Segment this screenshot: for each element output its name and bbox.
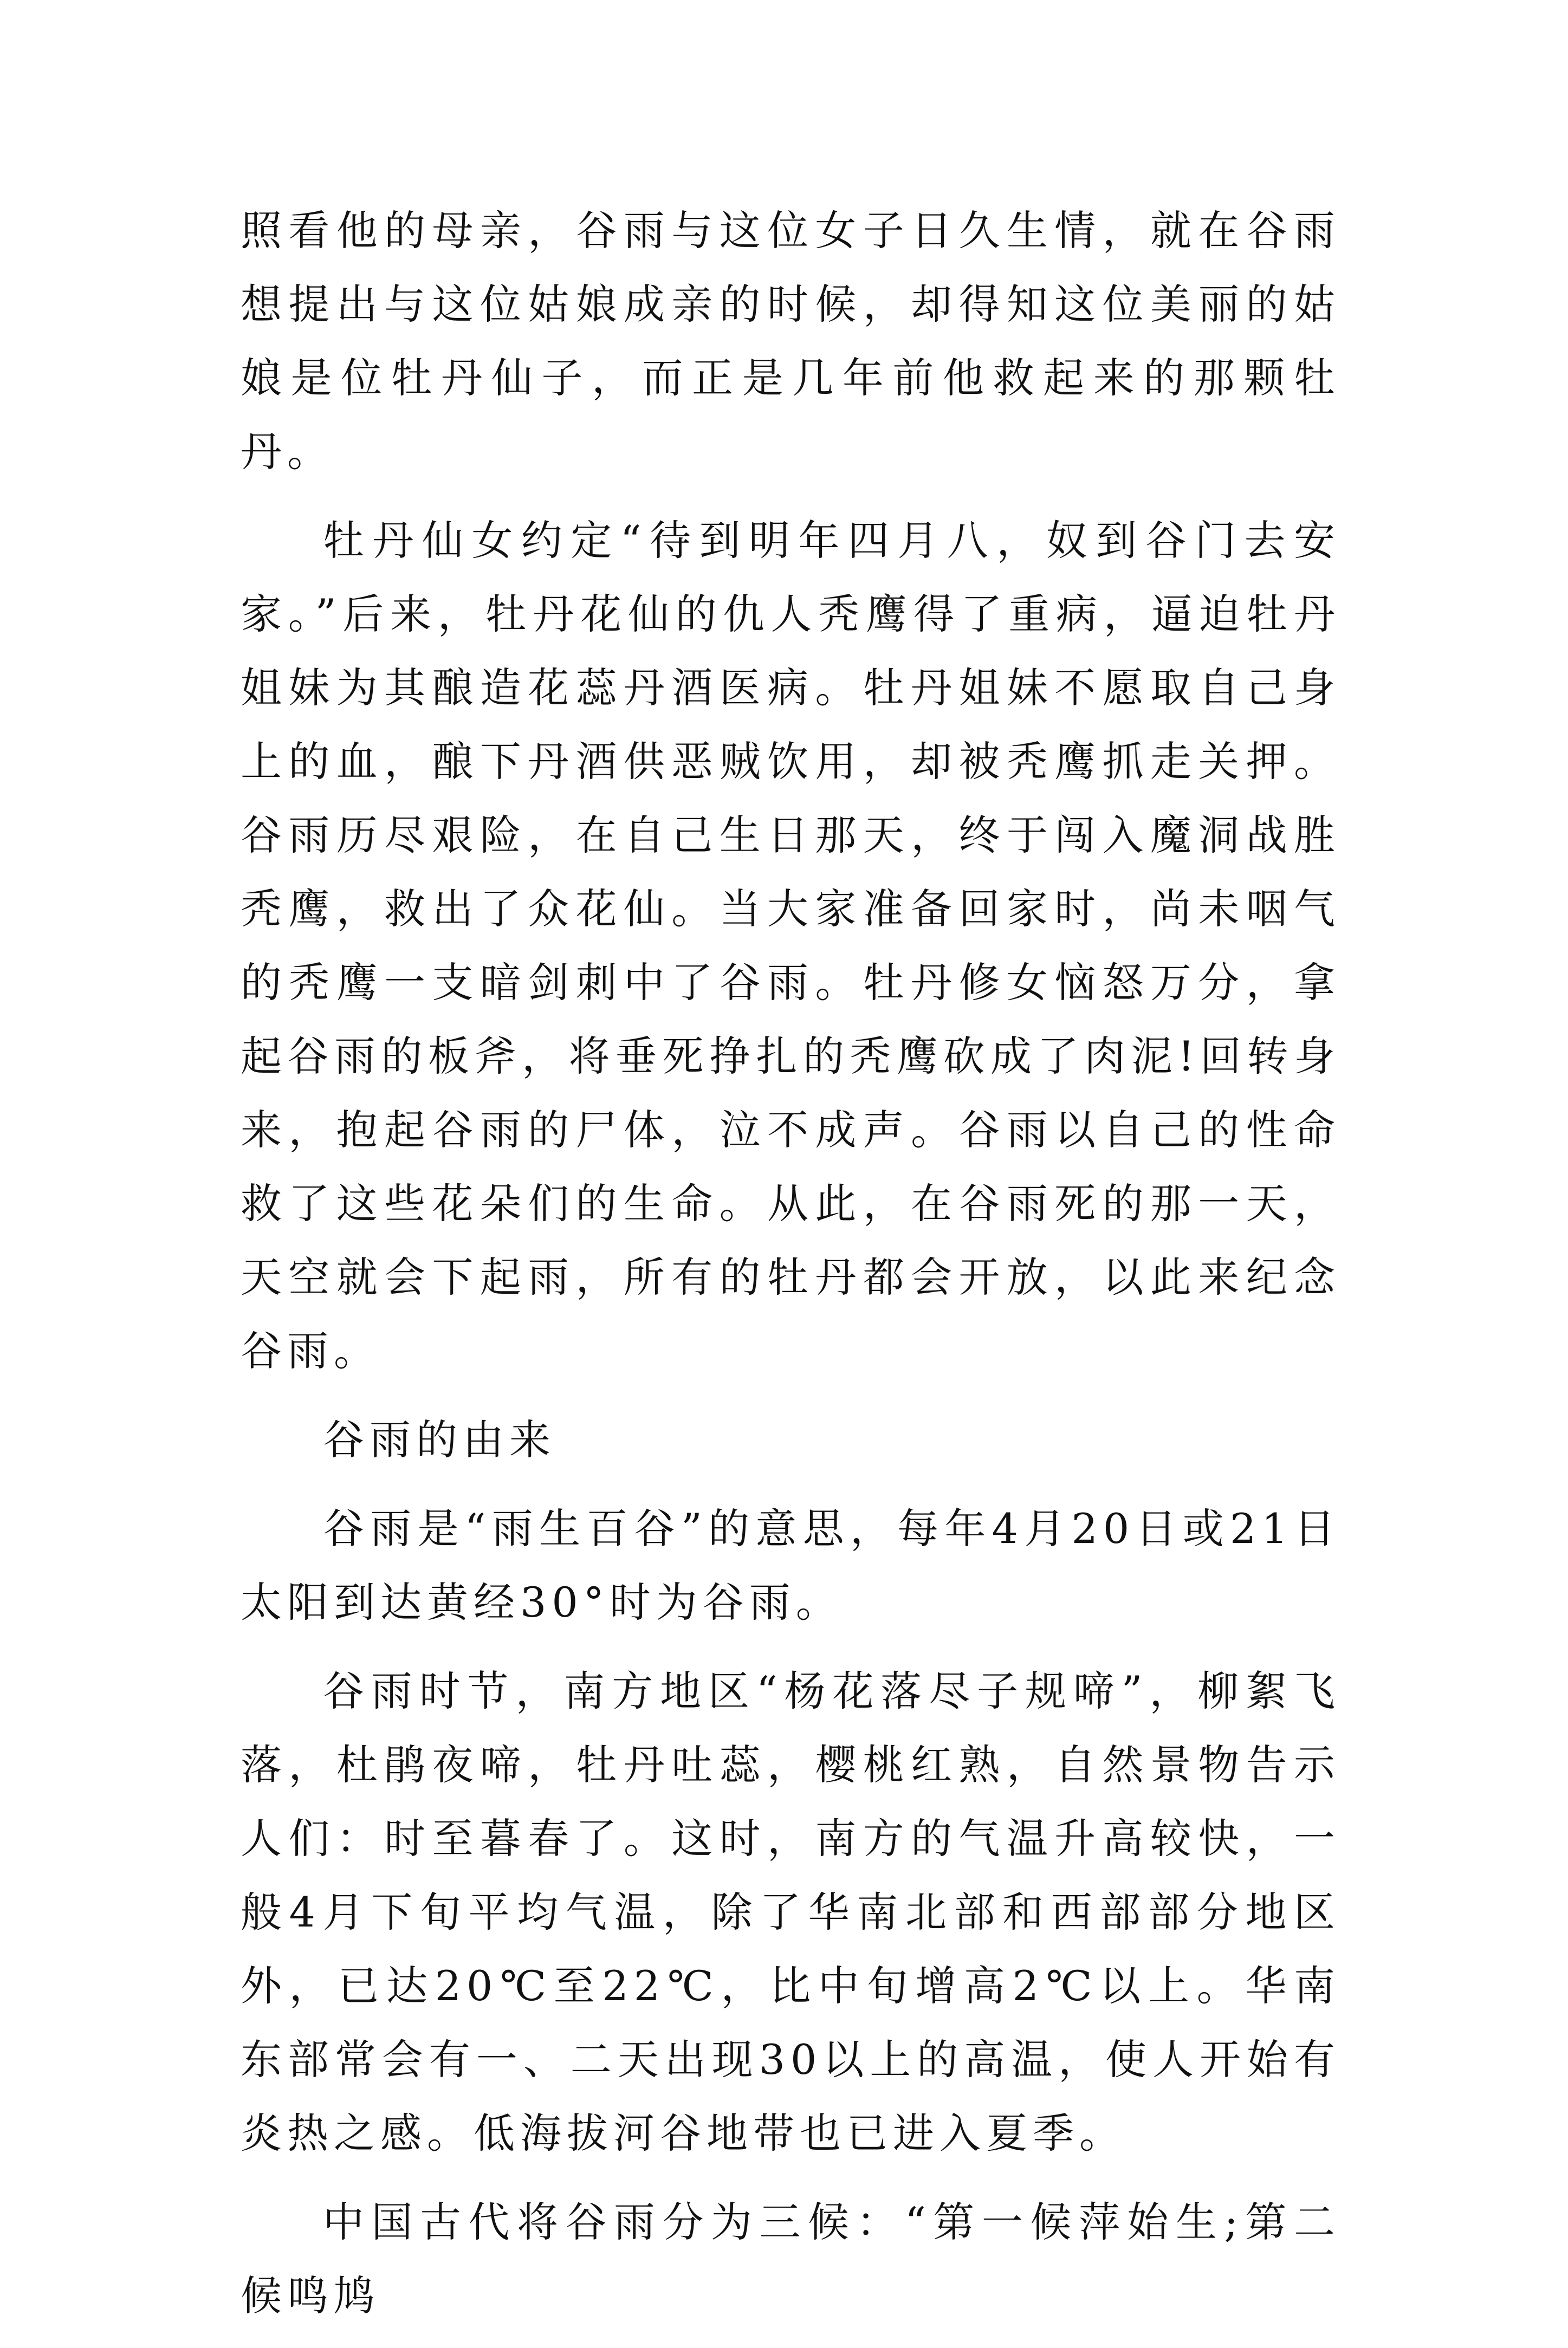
paragraph-continuation: 照看他的母亲，谷雨与这位女子日久生情，就在谷雨想提出与这位姑娘成亲的时候，却得知这位美丽的姑娘是位牡丹仙子，而正是几年前他救起来的那颗牡丹。	[241, 206, 1340, 476]
section-heading-origin: 谷雨的由来	[323, 1416, 556, 1464]
paragraph-climate: 谷雨时节，南方地区“杨花落尽子规啼”，柳絮飞落，杜鹃夜啼，牡丹吐蕊，樱桃红熟，自然景物告示人们：时至暮春了。这时，南方的气温升高较快，一般4月下旬平均气温，除了华南北部和西部部分地区外，已达20℃至22℃，比中旬增高2℃以上。华南东部常会有一、二天出现30以上的高温，使人开始有炎热之感。低海拔河谷地带也已进入夏季。	[241, 1667, 1340, 2157]
paragraph-definition: 谷雨是“雨生百谷”的意思，每年4月20日或21日太阳到达黄经30°时为谷雨。	[241, 1504, 1340, 1626]
document-body	[241, 194, 1340, 2348]
paragraph-three-pentads: 中国古代将谷雨分为三候：“第一候萍始生;第二候鸣鸠	[241, 2198, 1340, 2320]
paragraph-peony-fairy: 牡丹仙女约定“待到明年四月八，奴到谷门去安家。”后来，牡丹花仙的仇人秃鹰得了重病，逼迫牡丹姐妹为其酿造花蕊丹酒医病。牡丹姐妹不愿取自己身上的血，酿下丹酒供恶贼饮用，却被秃鹰抓走关押。谷雨历尽艰险，在自己生日那天，终于闯入魔洞战胜秃鹰，救出了众花仙。当大家准备回家时，尚未咽气的秃鹰一支暗剑刺中了谷雨。牡丹修女恼怒万分，拿起谷雨的板斧，将垂死挣扎的秃鹰砍成了肉泥!回转身来，抱起谷雨的尸体，泣不成声。谷雨以自己的性命救了这些花朵们的生命。从此，在谷雨死的那一天，天空就会下起雨，所有的牡丹都会开放，以此来纪念谷雨。	[241, 516, 1340, 1375]
